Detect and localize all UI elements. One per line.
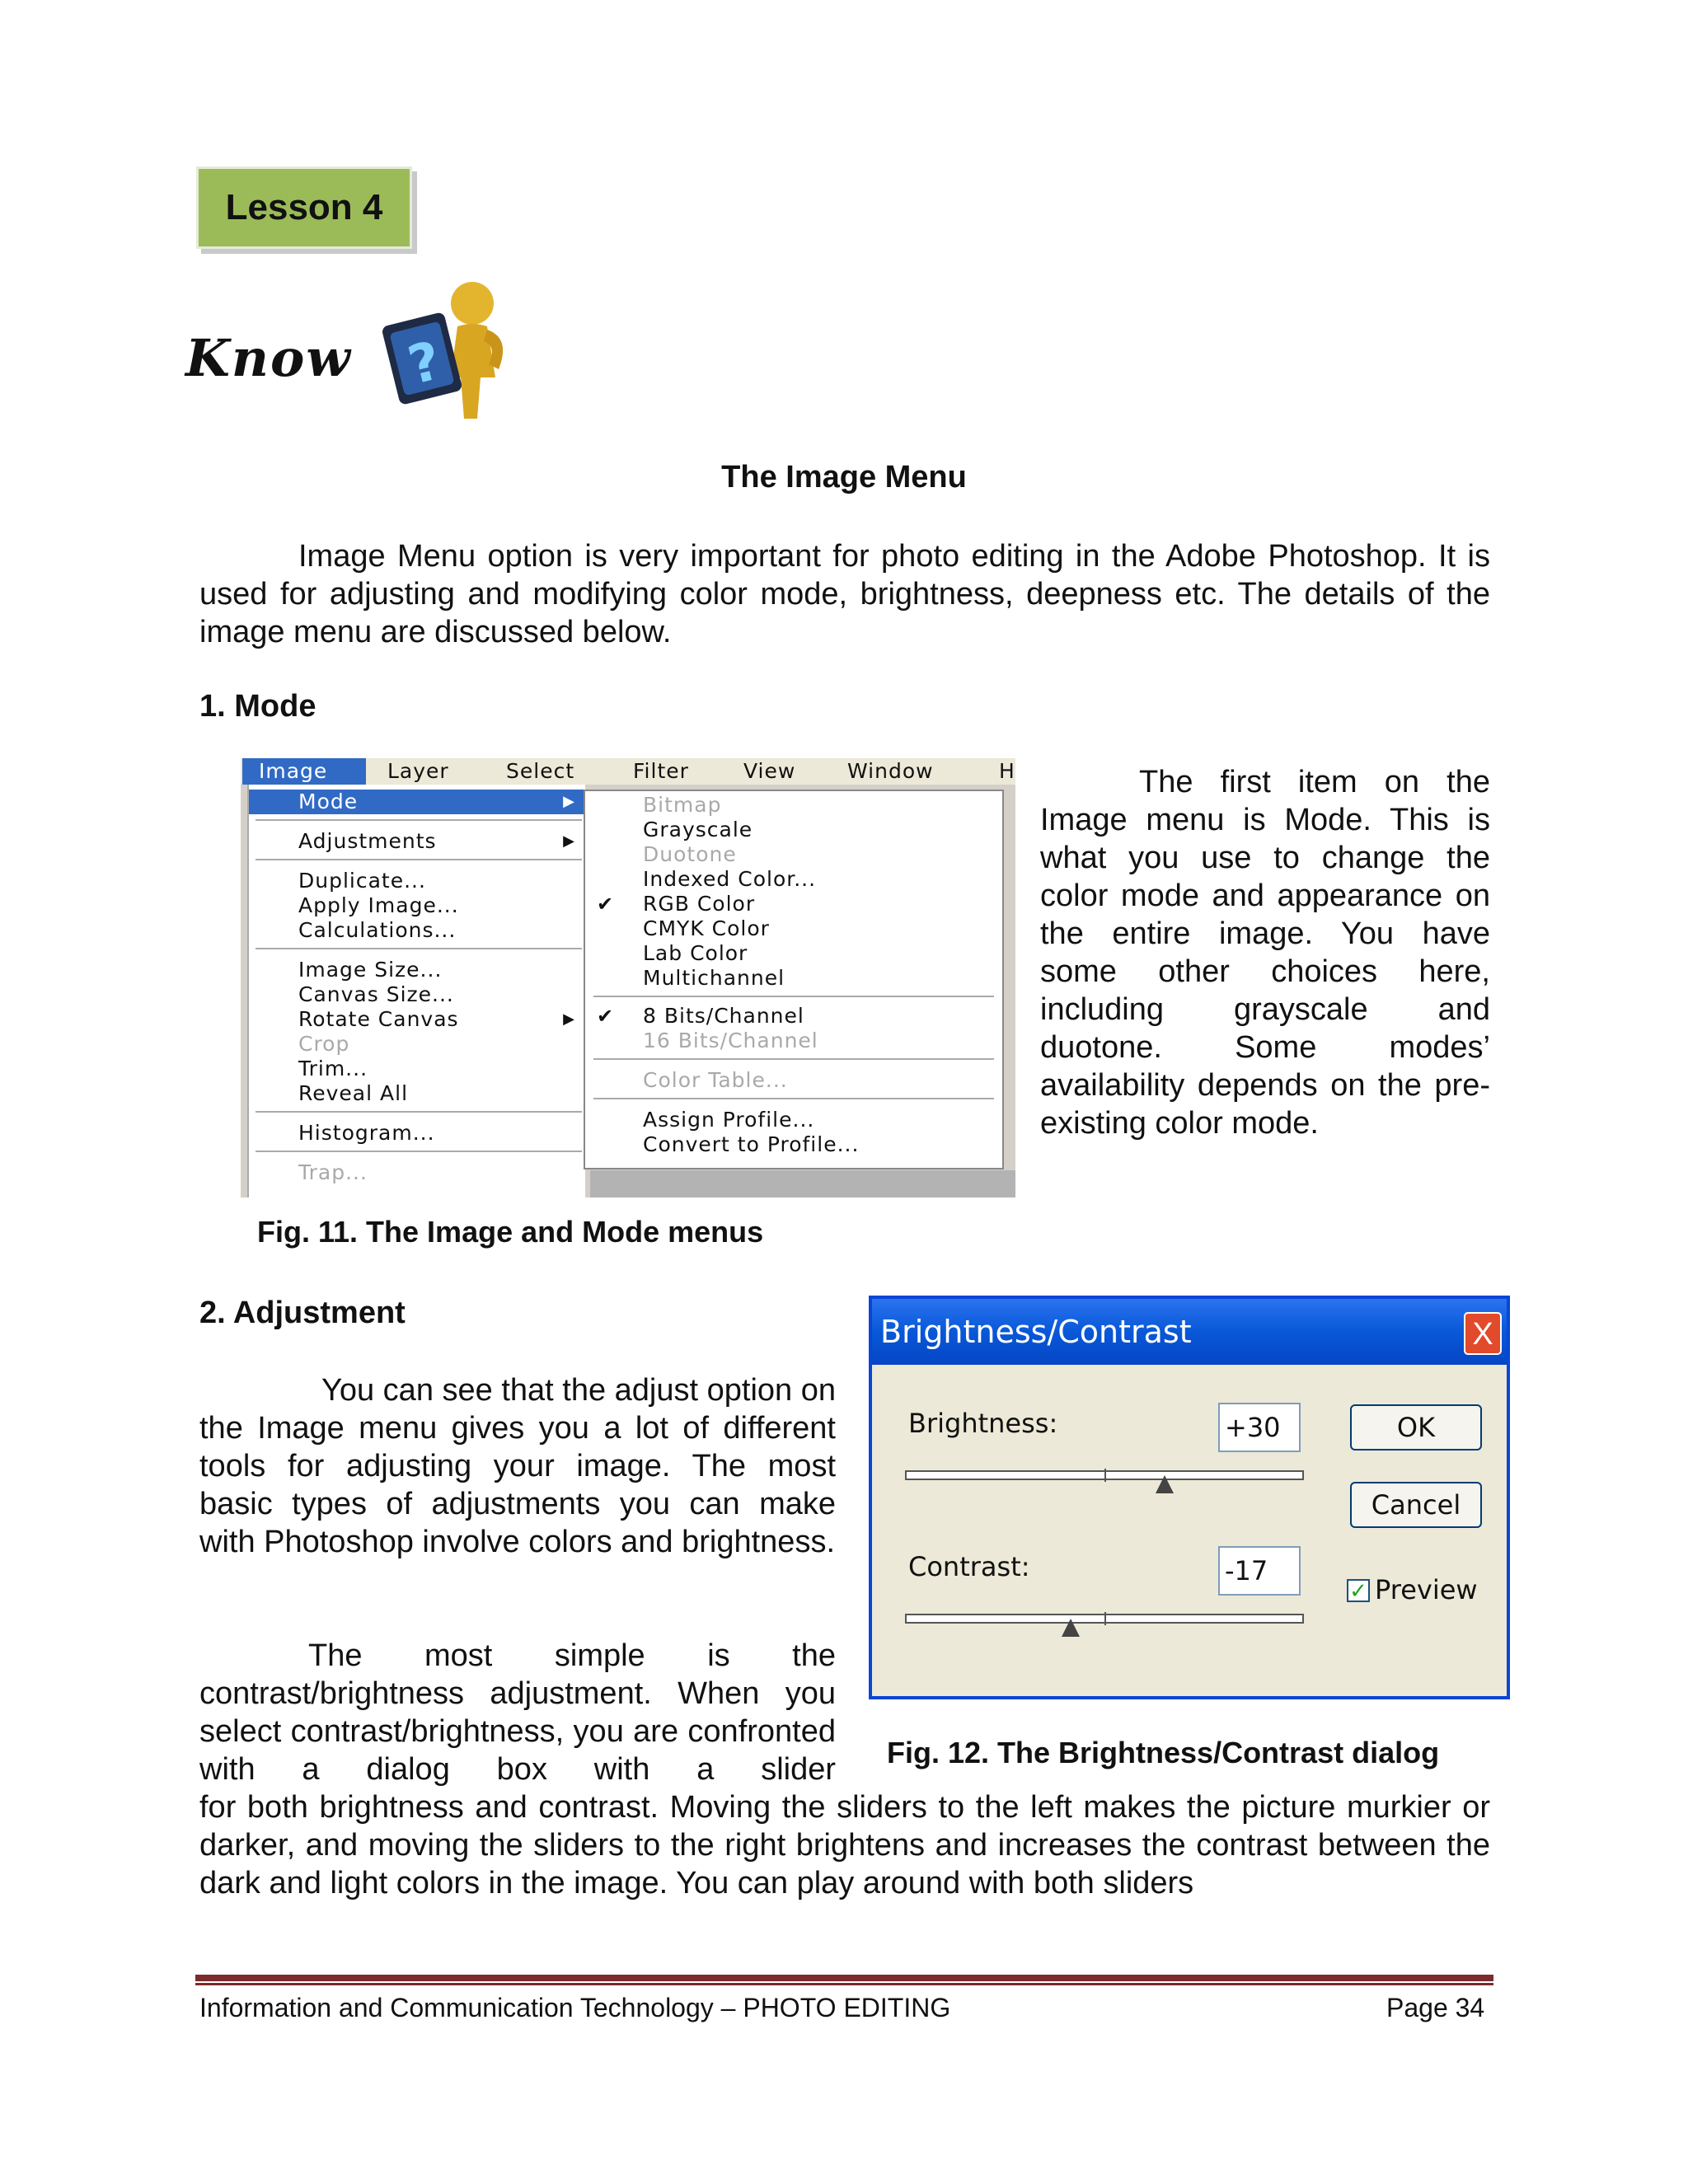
page-title: The Image Menu (721, 460, 967, 494)
menu-item-duplicate[interactable]: Duplicate... (298, 869, 426, 893)
menu-layer[interactable]: Layer (387, 759, 449, 783)
preview-label: Preview (1375, 1574, 1478, 1605)
cancel-button[interactable]: Cancel (1350, 1482, 1482, 1528)
mode-item-convert-profile[interactable]: Convert to Profile... (643, 1132, 860, 1156)
menu-select[interactable]: Select (506, 759, 575, 783)
menu-item-trap: Trap... (298, 1160, 368, 1184)
dialog-title: Brightness/Contrast (872, 1299, 1507, 1365)
menu-item-histogram[interactable]: Histogram... (298, 1121, 435, 1145)
menu-item-image-size[interactable]: Image Size... (298, 958, 443, 982)
menu-item-apply-image[interactable]: Apply Image... (298, 893, 459, 917)
contrast-slider-track[interactable] (905, 1614, 1304, 1624)
close-icon[interactable]: X (1464, 1312, 1502, 1355)
section-adjustment-heading: 2. Adjustment (199, 1296, 406, 1330)
menu-item-crop: Crop (298, 1032, 350, 1056)
brightness-slider-thumb[interactable] (1156, 1475, 1174, 1493)
submenu-arrow-icon: ▶ (563, 793, 575, 810)
mode-item-bitmap: Bitmap (643, 793, 722, 817)
menu-filter[interactable]: Filter (633, 759, 689, 783)
adjustment-paragraph-3: for both brightness and contrast. Moving the sliders to the left makes the picture murkier or darker, and moving the sliders to the right brightens and increases the contrast between the dark and light colors in the image. You can play around with both sliders (199, 1790, 1490, 1900)
adjustment-paragraph-1: You can see that the adjust option on the Image menu gives you a lot of different tools for adjusting your image. The most basic types of adjustments you can make with Photoshop involve colors and brightness. (199, 1373, 836, 1559)
checkmark-icon: ✔ (597, 1005, 615, 1028)
mode-item-16-bits: 16 Bits/Channel (643, 1029, 818, 1052)
footer-rule (195, 1975, 1493, 1981)
mode-item-8-bits[interactable]: ✔ 8 Bits/Channel (597, 1004, 804, 1028)
mode-item-indexed-color[interactable]: Indexed Color... (643, 867, 817, 891)
svg-text:?: ? (402, 330, 448, 397)
mode-item-duotone: Duotone (643, 842, 737, 866)
mode-submenu-panel (584, 790, 1004, 1169)
contrast-input[interactable]: -17 (1218, 1546, 1301, 1596)
brightness-contrast-dialog (869, 1296, 1510, 1699)
menu-item-canvas-size[interactable]: Canvas Size... (298, 982, 454, 1006)
menu-item-trim[interactable]: Trim... (298, 1057, 368, 1080)
adjustment-paragraph-2: The most simple is the contrast/brightness adjustment. When you select contrast/brightness, you are confronted with a dialog box with a slider (199, 1638, 836, 1787)
brightness-input[interactable]: +30 (1218, 1403, 1301, 1452)
menu-item-reveal-all[interactable]: Reveal All (298, 1081, 409, 1105)
menu-image[interactable]: Image (242, 758, 366, 785)
footer-rule-thin (195, 1983, 1493, 1985)
menu-view[interactable]: View (743, 759, 796, 783)
mode-item-multichannel[interactable]: Multichannel (643, 966, 785, 990)
menu-item-mode[interactable]: Mode ▶ (249, 790, 585, 814)
lesson-badge: Lesson 4 (196, 166, 412, 249)
section-mode-heading: 1. Mode (199, 689, 316, 724)
menu-help[interactable]: H (999, 759, 1015, 783)
mode-item-cmyk-color[interactable]: CMYK Color (643, 916, 770, 940)
menu-item-adjustments[interactable]: Adjustments ▶ (298, 829, 575, 853)
contrast-label: Contrast: (908, 1551, 1030, 1582)
footer-course: Information and Communication Technology – PHOTO EDITING (199, 1993, 951, 2022)
menu-window[interactable]: Window (847, 759, 934, 783)
menu-bar (241, 758, 1015, 785)
brightness-slider-track[interactable] (905, 1470, 1304, 1480)
mode-item-lab-color[interactable]: Lab Color (643, 941, 748, 965)
mode-item-assign-profile[interactable]: Assign Profile... (643, 1108, 815, 1132)
brightness-label: Brightness: (908, 1408, 1058, 1439)
submenu-arrow-icon: ▶ (563, 1010, 575, 1028)
mode-item-rgb-color[interactable]: ✔ RGB Color (597, 892, 756, 916)
preview-checkbox[interactable]: ✓ (1347, 1579, 1370, 1602)
ok-button[interactable]: OK (1350, 1404, 1482, 1451)
submenu-arrow-icon: ▶ (563, 832, 575, 850)
know-heading: Know (185, 328, 352, 388)
mode-item-grayscale[interactable]: Grayscale (643, 818, 753, 841)
fig11-caption: Fig. 11. The Image and Mode menus (257, 1215, 764, 1249)
menu-item-calculations[interactable]: Calculations... (298, 918, 457, 942)
image-menu-panel (247, 785, 585, 1197)
contrast-slider-thumb[interactable] (1062, 1619, 1080, 1637)
question-figure-icon (375, 279, 528, 423)
checkmark-icon: ✔ (597, 893, 615, 916)
footer-page-number: Page 34 (1386, 1993, 1485, 2022)
menu-item-rotate-canvas[interactable]: Rotate Canvas ▶ (298, 1007, 575, 1031)
fig12-caption: Fig. 12. The Brightness/Contrast dialog (887, 1736, 1440, 1769)
intro-paragraph: Image Menu option is very important for photo editing in the Adobe Photoshop. It is used for adjusting and modifying color mode, brightness, deepness etc. The details of the image menu are discussed below. (199, 539, 1490, 649)
image-mode-menu-figure (241, 758, 1015, 1197)
mode-item-color-table: Color Table... (643, 1068, 788, 1092)
mode-description: The first item on the Image menu is Mode. This is what you use to change the color mode and appearance on the entire image. You have some other choices here, including grayscale and duotone. Some modes’ availability depends on the pre-existing color mode. (1040, 765, 1490, 1141)
